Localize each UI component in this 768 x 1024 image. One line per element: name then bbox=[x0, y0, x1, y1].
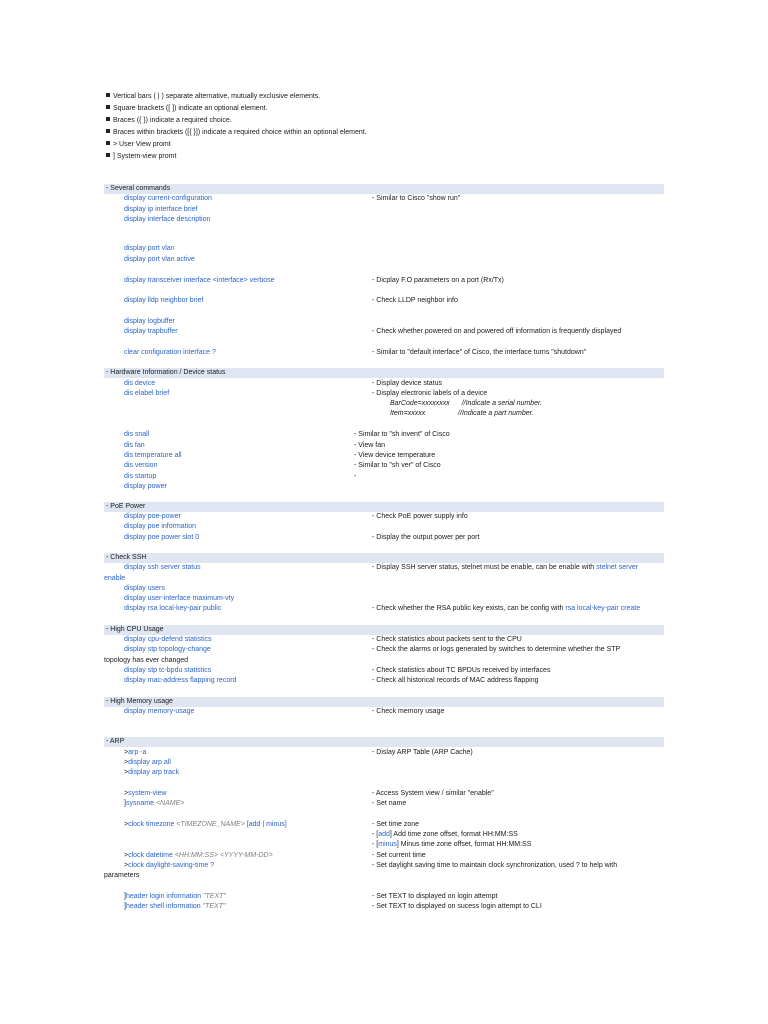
legend-item: Vertical bars ( | ) separate alternative, mutually exclusive elements. bbox=[106, 91, 367, 103]
command-row bbox=[104, 348, 664, 358]
option-row bbox=[104, 830, 664, 840]
command-description: - Set name bbox=[372, 800, 407, 807]
command-row bbox=[104, 522, 664, 532]
command-row bbox=[104, 430, 664, 440]
command-row bbox=[104, 758, 664, 768]
command-text: dis snall bbox=[124, 431, 150, 438]
legend-item: Square brackets ([ ]) indicate an optional element. bbox=[106, 103, 367, 115]
legend-item: > User View promt bbox=[106, 139, 367, 151]
command-text: display stp topology-change bbox=[124, 646, 211, 653]
wrapped-line bbox=[104, 656, 664, 666]
command-text: ]header shell information "TEXT" bbox=[124, 903, 226, 910]
command-text: >clock timezone <TIMEZONE_NAME> [add | minus] bbox=[124, 821, 287, 828]
command-description: - Set daylight saving time to maintain clock synchronization, used ? to help with bbox=[372, 862, 618, 869]
command-row bbox=[104, 194, 664, 204]
command-text: display current-configuration bbox=[124, 195, 212, 202]
command-row bbox=[104, 820, 664, 830]
command-row bbox=[104, 512, 664, 522]
command-text: display ssh server status bbox=[124, 564, 201, 571]
command-row bbox=[104, 861, 664, 871]
command-row bbox=[104, 645, 664, 655]
command-description: - Display the output power per port bbox=[372, 534, 480, 541]
command-row bbox=[104, 584, 664, 594]
command-description: - Check whether powered on and powered off information is frequently displayed bbox=[372, 328, 622, 335]
command-row bbox=[104, 892, 664, 902]
command-row bbox=[104, 276, 664, 286]
command-row bbox=[104, 244, 664, 254]
command-row bbox=[104, 666, 664, 676]
legend-item: Braces ({ }) indicate a required choice. bbox=[106, 115, 367, 127]
command-text: >clock datetime <HH:MM:SS> <YYYY-MM-DD> bbox=[124, 852, 273, 859]
command-text: display lldp neighbor brief bbox=[124, 297, 204, 304]
command-text: display stp tc-bpdu statistics bbox=[124, 667, 212, 674]
command-row bbox=[104, 389, 664, 399]
command-description: - Check PoE power supply info bbox=[372, 513, 468, 520]
command-description: - Similar to Cisco "show run" bbox=[372, 195, 461, 202]
option-row bbox=[104, 840, 664, 850]
command-text: >display arp track bbox=[124, 769, 180, 776]
command-description: - Similar to "sh ver" of Cisco bbox=[354, 462, 441, 469]
command-description: - Check whether the RSA public key exists, can be config with rsa local-key-pair create bbox=[372, 605, 641, 612]
command-row bbox=[104, 317, 664, 327]
command-text: display port vlan bbox=[124, 245, 175, 252]
option-description: - [add] Add time zone offset, format HH:MM:SS bbox=[372, 831, 518, 838]
command-row bbox=[104, 789, 664, 799]
command-description: - Set current time bbox=[372, 852, 426, 859]
barcode-note: //Indicate a serial number. bbox=[461, 400, 542, 407]
option-description: - [minus] Minus time zone offset, format HH:MM:SS bbox=[372, 841, 532, 848]
section-header-memory: - High Memory usage bbox=[104, 697, 664, 707]
command-row bbox=[104, 594, 664, 604]
command-text: ]header login information "TEXT" bbox=[124, 893, 226, 900]
command-text: display rsa local-key-pair public bbox=[124, 605, 222, 612]
command-row bbox=[104, 441, 664, 451]
command-text: display cpu-defend statistics bbox=[124, 636, 212, 643]
command-description: - View device temperature bbox=[354, 452, 436, 459]
command-text: display poe information bbox=[124, 523, 196, 530]
command-text: dis device bbox=[124, 380, 156, 387]
bullet-square-icon bbox=[106, 117, 110, 121]
command-text: >clock daylight-saving-time ? bbox=[124, 862, 215, 869]
inline-command: rsa local-key-pair create bbox=[565, 605, 641, 612]
command-text: display logbuffer bbox=[124, 318, 175, 325]
command-description: - Check memory usage bbox=[372, 708, 445, 715]
section-header-poe: - PoE Power bbox=[104, 502, 664, 512]
command-row bbox=[104, 327, 664, 337]
inline-command: stelnet server bbox=[596, 564, 639, 571]
label-example-row bbox=[104, 399, 664, 409]
command-description: - Display device status bbox=[372, 380, 443, 387]
bullet-square-icon bbox=[106, 129, 110, 133]
command-description: - Display electronic labels of a device bbox=[372, 390, 488, 397]
command-text: display transceiver interface <interface> verbose bbox=[124, 277, 275, 284]
command-description: - Check statistics about TC BPDUs received by interfaces bbox=[372, 667, 551, 674]
command-text: display poe-power bbox=[124, 513, 181, 520]
syntax-legend bbox=[106, 91, 367, 163]
command-description: - View fan bbox=[354, 442, 385, 449]
command-text: display interface description bbox=[124, 216, 211, 223]
command-row bbox=[104, 635, 664, 645]
command-row bbox=[104, 215, 664, 225]
command-row bbox=[104, 379, 664, 389]
command-row bbox=[104, 472, 664, 482]
command-row bbox=[104, 676, 664, 686]
command-description: - Set TEXT to displayed on sucess login attempt to CLI bbox=[372, 903, 542, 910]
legend-item: ] System-view promt bbox=[106, 151, 367, 163]
command-argument: "TEXT" bbox=[202, 903, 226, 910]
command-text: display users bbox=[124, 585, 165, 592]
command-row bbox=[104, 533, 664, 543]
command-row bbox=[104, 255, 664, 265]
command-row bbox=[104, 748, 664, 758]
section-header-arp: - ARP bbox=[104, 737, 664, 747]
barcode-example: BarCode=xxxxxxxx bbox=[390, 400, 450, 407]
command-text: display poe power slot 0 bbox=[124, 534, 200, 541]
command-text: display power bbox=[124, 483, 167, 490]
item-note: //Indicate a part number. bbox=[458, 410, 534, 417]
command-argument: <NAME> bbox=[155, 800, 185, 807]
wrapped-line bbox=[104, 871, 664, 881]
section-header-hardware: - Hardware Information / Device status bbox=[104, 368, 664, 378]
command-description: - Similar to "default interface" of Cisco, the interface turns "shutdown" bbox=[372, 349, 587, 356]
bullet-square-icon bbox=[106, 141, 110, 145]
command-description: - Dicplay F.O parameters on a port (Rx/Tx) bbox=[372, 277, 504, 284]
command-row bbox=[104, 604, 664, 614]
command-text: dis version bbox=[124, 462, 158, 469]
command-row bbox=[104, 205, 664, 215]
command-description: - Similar to "sh invent" of Cisco bbox=[354, 431, 450, 438]
command-argument: <HH:MM:SS> <YYYY-MM-DD> bbox=[174, 852, 273, 859]
command-text: dis startup bbox=[124, 473, 157, 480]
command-row bbox=[104, 451, 664, 461]
command-description: - Access System view / similar "enable" bbox=[372, 790, 494, 797]
command-text: display mac-address flapping record bbox=[124, 677, 237, 684]
command-description: - Check all historical records of MAC address flapping bbox=[372, 677, 539, 684]
command-row bbox=[104, 461, 664, 471]
command-text: dis elabel brief bbox=[124, 390, 170, 397]
wrapped-text: parameters bbox=[104, 872, 140, 879]
command-row bbox=[104, 902, 664, 912]
command-description: - Display SSH server status, stelnet must be enable, can be enable with stelnet server bbox=[372, 564, 639, 571]
bullet-square-icon bbox=[106, 153, 110, 157]
wrapped-text: topology has ever changed bbox=[104, 657, 189, 664]
section-header-several-commands: - Several commands bbox=[104, 184, 664, 194]
command-argument: "TEXT" bbox=[203, 893, 226, 900]
wrapped-line bbox=[104, 574, 664, 584]
command-argument: <TIMEZONE_NAME> bbox=[176, 821, 245, 828]
command-description: - Check the alarms or logs generated by switches to determine whether the STP bbox=[372, 646, 621, 653]
command-text: display port vlan active bbox=[124, 256, 195, 263]
command-text: display trapbuffer bbox=[124, 328, 178, 335]
command-text: >display arp all bbox=[124, 759, 171, 766]
command-description: - Set TEXT to displayed on login attempt bbox=[372, 893, 498, 900]
legend-item: Braces within brackets ([{ }]) indicate a required choice within an optional element. bbox=[106, 127, 367, 139]
wrapped-text: enable bbox=[104, 575, 126, 582]
command-row bbox=[104, 563, 664, 573]
command-text: clear configuration interface ? bbox=[124, 349, 216, 356]
command-description: - bbox=[354, 473, 357, 480]
command-description: - Set time zone bbox=[372, 821, 420, 828]
section-header-ssh: - Check SSH bbox=[104, 553, 664, 563]
section-header-cpu: - High CPU Usage bbox=[104, 625, 664, 635]
item-example: Item=xxxxx bbox=[390, 410, 426, 417]
command-row bbox=[104, 482, 664, 492]
command-text: display memory-usage bbox=[124, 708, 195, 715]
command-description: - Dislay ARP Table (ARP Cache) bbox=[372, 749, 473, 756]
command-row bbox=[104, 707, 664, 717]
command-row bbox=[104, 296, 664, 306]
bullet-square-icon bbox=[106, 93, 110, 97]
command-text: >arp -a bbox=[124, 749, 147, 756]
command-text: display ip interface brief bbox=[124, 206, 198, 213]
command-description: - Check statistics about packets sent to the CPU bbox=[372, 636, 522, 643]
bullet-square-icon bbox=[106, 105, 110, 109]
command-text: display user-interface maximum-vty bbox=[124, 595, 235, 602]
command-text: >system-view bbox=[124, 790, 167, 797]
label-example-row bbox=[104, 409, 664, 419]
command-row bbox=[104, 799, 664, 809]
command-row bbox=[104, 768, 664, 778]
command-text: dis fan bbox=[124, 442, 145, 449]
command-text: dis temperature all bbox=[124, 452, 182, 459]
command-text: ]sysname <NAME> bbox=[124, 800, 185, 807]
command-description: - Check LLDP neighbor info bbox=[372, 297, 458, 304]
command-row bbox=[104, 851, 664, 861]
